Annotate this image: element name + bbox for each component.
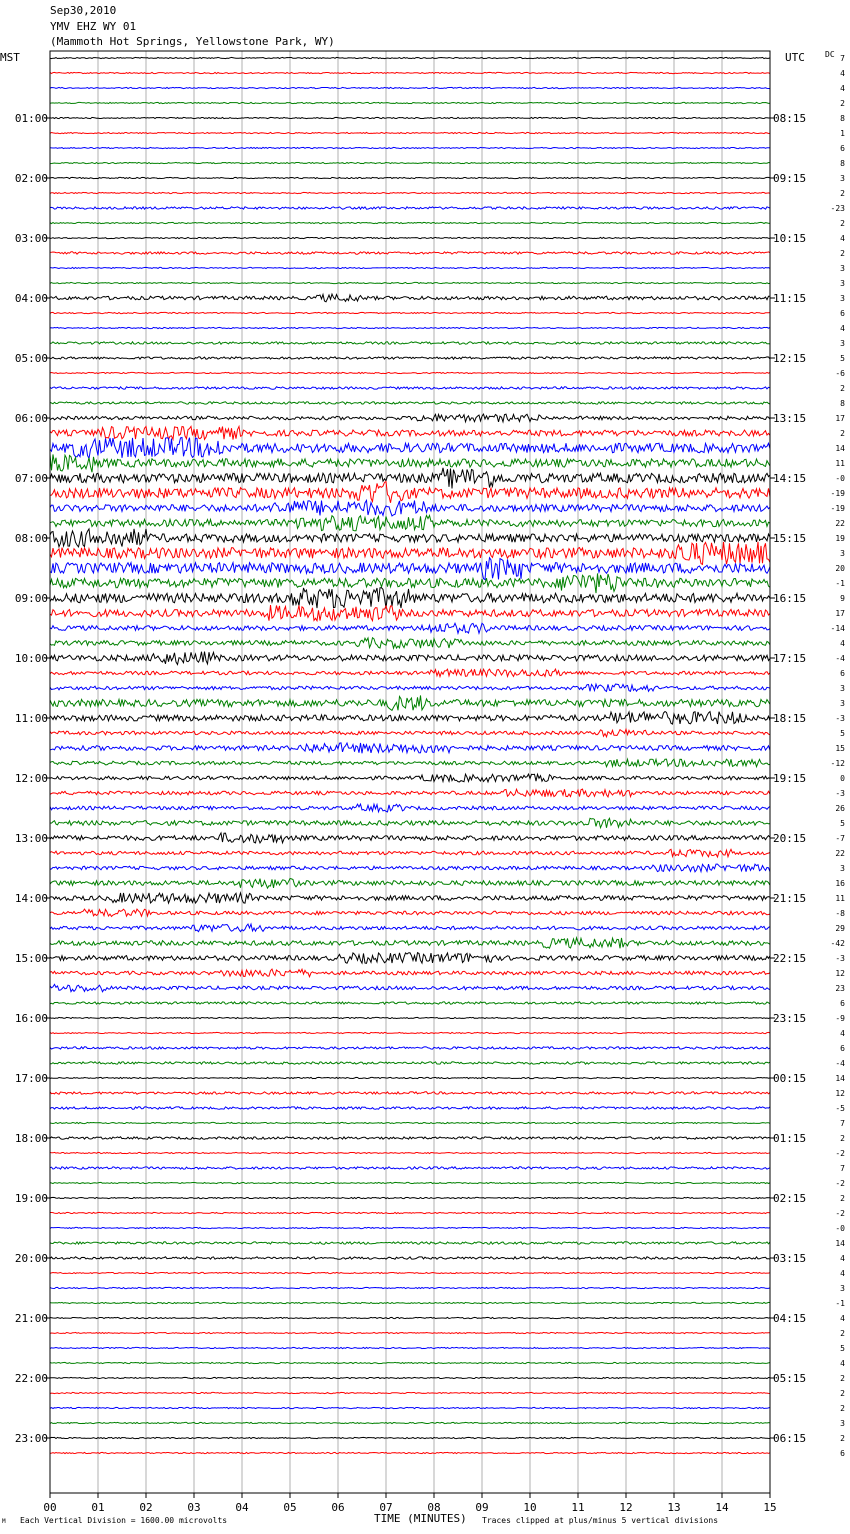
- trace-41: [50, 652, 770, 665]
- dc-offset-label: 22: [835, 849, 845, 858]
- trace-2: [50, 72, 770, 73]
- trace-45: [50, 712, 770, 725]
- dc-offset-label: -6: [835, 369, 845, 378]
- mst-hour-label: 13:00: [14, 832, 48, 845]
- dc-offset-label: 2: [840, 1329, 845, 1338]
- dc-offset-label: 17: [835, 414, 845, 423]
- dc-offset-label: -5: [835, 1104, 845, 1113]
- dc-offset-label: 12: [835, 1089, 845, 1098]
- utc-time-label: 13:15: [773, 412, 807, 425]
- dc-offset-label: 8: [840, 159, 845, 168]
- dc-offset-label: 6: [840, 999, 845, 1008]
- dc-offset-label: 17: [835, 609, 845, 618]
- trace-63: [50, 984, 770, 991]
- dc-offset-label: 2: [840, 1374, 845, 1383]
- utc-time-label: 00:15: [773, 1072, 807, 1085]
- clip-note: Traces clipped at plus/minus 5 vertical divisions: [482, 1516, 719, 1525]
- trace-24: [50, 402, 770, 404]
- trace-62: [50, 969, 770, 977]
- trace-10: [50, 192, 770, 193]
- utc-time-label: 21:15: [773, 892, 807, 905]
- chart-location: (Mammoth Hot Springs, Yellowstone Park, WY): [50, 35, 335, 48]
- trace-82: [50, 1272, 770, 1273]
- trace-59: [50, 924, 770, 932]
- trace-42: [50, 669, 770, 677]
- mst-hour-label: 18:00: [14, 1132, 48, 1145]
- dc-offset-label: 20: [835, 564, 845, 573]
- dc-offset-label: 2: [840, 429, 845, 438]
- trace-29: [50, 468, 770, 489]
- dc-offset-label: 3: [840, 339, 845, 348]
- trace-23: [50, 387, 770, 389]
- dc-offset-label: 3: [840, 684, 845, 693]
- dc-offset-label: 2: [840, 1194, 845, 1203]
- trace-85: [50, 1317, 770, 1318]
- dc-offset-label: 5: [840, 354, 845, 363]
- trace-64: [50, 1002, 770, 1004]
- utc-time-label: 15:15: [773, 532, 807, 545]
- dc-offset-label: 7: [840, 1119, 845, 1128]
- trace-32: [50, 515, 770, 530]
- trace-88: [50, 1362, 770, 1363]
- utc-time-label: 11:15: [773, 292, 807, 305]
- dc-offset-label: -19: [830, 489, 845, 498]
- trace-84: [50, 1302, 770, 1303]
- trace-46: [50, 729, 770, 737]
- mst-hour-label: 15:00: [14, 952, 48, 965]
- x-tick-label-14: 14: [715, 1501, 729, 1514]
- x-tick-label-07: 07: [379, 1501, 393, 1514]
- trace-11: [50, 207, 770, 209]
- dc-offset-label: 26: [835, 804, 845, 813]
- trace-79: [50, 1227, 770, 1228]
- trace-26: [50, 426, 770, 439]
- trace-8: [50, 162, 770, 163]
- trace-22: [50, 372, 770, 373]
- x-tick-label-09: 09: [475, 1501, 489, 1514]
- dc-offset-label: 5: [840, 819, 845, 828]
- mst-axis-label: MST: [0, 51, 20, 64]
- dc-offset-label: -3: [835, 714, 845, 723]
- dc-offset-label: -8: [835, 909, 845, 918]
- utc-time-label: 02:15: [773, 1192, 807, 1205]
- trace-51: [50, 804, 770, 812]
- trace-1: [50, 57, 770, 58]
- dc-offset-label: -0: [835, 1224, 845, 1233]
- dc-offset-label: -3: [835, 789, 845, 798]
- dc-offset-label: -2: [835, 1149, 845, 1158]
- dc-offset-label: 4: [840, 1359, 845, 1368]
- dc-offset-label: 16: [835, 879, 845, 888]
- trace-71: [50, 1107, 770, 1109]
- trace-78: [50, 1212, 770, 1213]
- trace-34: [50, 542, 770, 565]
- trace-36: [50, 573, 770, 593]
- trace-65: [50, 1017, 770, 1018]
- utc-time-label: 06:15: [773, 1432, 807, 1445]
- utc-time-label: 09:15: [773, 172, 807, 185]
- utc-time-label: 01:15: [773, 1132, 807, 1145]
- mst-hour-label: 17:00: [14, 1072, 48, 1085]
- utc-time-label: 17:15: [773, 652, 807, 665]
- trace-48: [50, 759, 770, 767]
- x-tick-label-08: 08: [427, 1501, 441, 1514]
- trace-70: [50, 1092, 770, 1094]
- trace-28: [50, 454, 770, 472]
- dc-offset-label: 2: [840, 1389, 845, 1398]
- chart-date: Sep30,2010: [50, 4, 117, 17]
- utc-time-label: 16:15: [773, 592, 807, 605]
- dc-offset-label: 23: [835, 984, 845, 993]
- dc-offset-label: 4: [840, 324, 845, 333]
- dc-offset-label: 5: [840, 1344, 845, 1353]
- x-tick-label-02: 02: [139, 1501, 153, 1514]
- dc-offset-label: 4: [840, 69, 845, 78]
- trace-90: [50, 1392, 770, 1393]
- axis-labels: [15, 54, 845, 1514]
- dc-offset-label: -2: [835, 1179, 845, 1188]
- scale-note: Each Vertical Division = 1600.00 microvolts: [20, 1516, 228, 1525]
- dc-axis-label: DC: [825, 50, 835, 59]
- trace-87: [50, 1347, 770, 1348]
- mst-hour-label: 16:00: [14, 1012, 48, 1025]
- dc-offset-label: 8: [840, 399, 845, 408]
- dc-offset-label: -14: [830, 624, 845, 633]
- dc-offset-label: 4: [840, 1254, 845, 1263]
- trace-52: [50, 818, 770, 828]
- x-tick-label-13: 13: [667, 1501, 681, 1514]
- dc-offset-label: -23: [830, 204, 845, 213]
- dc-offset-label: 3: [840, 1419, 845, 1428]
- mst-hour-label: 22:00: [14, 1372, 48, 1385]
- dc-offset-label: 15: [835, 744, 845, 753]
- trace-39: [50, 623, 770, 633]
- dc-offset-label: 4: [840, 1269, 845, 1278]
- dc-offset-label: 2: [840, 99, 845, 108]
- mst-hour-label: 11:00: [14, 712, 48, 725]
- x-tick-label-15: 15: [763, 1501, 777, 1514]
- utc-time-label: 14:15: [773, 472, 807, 485]
- trace-77: [50, 1197, 770, 1198]
- chart-station: YMV EHZ WY 01: [50, 20, 137, 33]
- trace-76: [50, 1182, 770, 1183]
- dc-offset-label: 4: [840, 84, 845, 93]
- trace-56: [50, 879, 770, 889]
- x-tick-label-12: 12: [619, 1501, 633, 1514]
- dc-offset-label: 2: [840, 1434, 845, 1443]
- dc-offset-label: 6: [840, 144, 845, 153]
- trace-69: [50, 1077, 770, 1078]
- trace-66: [50, 1032, 770, 1033]
- dc-offset-label: 6: [840, 309, 845, 318]
- x-axis-title: TIME (MINUTES): [374, 1512, 467, 1525]
- trace-89: [50, 1377, 770, 1378]
- dc-offset-label: 3: [840, 264, 845, 273]
- utc-time-label: 03:15: [773, 1252, 807, 1265]
- x-tick-label-11: 11: [571, 1501, 585, 1514]
- dc-offset-label: 7: [840, 54, 845, 63]
- trace-92: [50, 1422, 770, 1423]
- dc-offset-label: 3: [840, 699, 845, 708]
- dc-offset-label: 14: [835, 1074, 845, 1083]
- trace-75: [50, 1167, 770, 1169]
- utc-time-label: 18:15: [773, 712, 807, 725]
- dc-offset-label: 2: [840, 249, 845, 258]
- utc-time-label: 20:15: [773, 832, 807, 845]
- trace-14: [50, 252, 770, 254]
- dc-offset-label: 2: [840, 1404, 845, 1413]
- trace-91: [50, 1407, 770, 1408]
- utc-time-label: 04:15: [773, 1312, 807, 1325]
- dc-offset-label: 4: [840, 1029, 845, 1038]
- dc-offset-label: -0: [835, 474, 845, 483]
- mst-hour-label: 07:00: [14, 472, 48, 485]
- mst-hour-label: 02:00: [14, 172, 48, 185]
- dc-offset-label: -1: [835, 1299, 845, 1308]
- x-tick-label-01: 01: [91, 1501, 105, 1514]
- dc-offset-label: 29: [835, 924, 845, 933]
- dc-offset-label: 11: [835, 459, 845, 468]
- mst-hour-label: 06:00: [14, 412, 48, 425]
- utc-time-label: 10:15: [773, 232, 807, 245]
- trace-27: [50, 438, 770, 459]
- mst-hour-label: 03:00: [14, 232, 48, 245]
- dc-offset-label: 7: [840, 1164, 845, 1173]
- trace-57: [50, 893, 770, 903]
- corner-mark: M: [2, 1518, 6, 1525]
- dc-offset-label: 3: [840, 1284, 845, 1293]
- trace-60: [50, 938, 770, 949]
- trace-35: [50, 558, 770, 580]
- dc-offset-label: 4: [840, 1314, 845, 1323]
- utc-time-label: 05:15: [773, 1372, 807, 1385]
- x-tick-label-10: 10: [523, 1501, 537, 1514]
- mst-hour-label: 05:00: [14, 352, 48, 365]
- mst-hour-label: 04:00: [14, 292, 48, 305]
- trace-81: [50, 1257, 770, 1259]
- dc-offset-label: -12: [830, 759, 845, 768]
- dc-offset-label: -7: [835, 834, 845, 843]
- dc-offset-label: 2: [840, 189, 845, 198]
- dc-offset-label: 0: [840, 774, 845, 783]
- dc-offset-label: 12: [835, 969, 845, 978]
- trace-58: [50, 909, 770, 916]
- trace-15: [50, 267, 770, 268]
- dc-offset-label: 9: [840, 594, 845, 603]
- trace-80: [50, 1242, 770, 1244]
- mst-hour-label: 10:00: [14, 652, 48, 665]
- trace-19: [50, 327, 770, 328]
- trace-31: [50, 500, 770, 516]
- trace-30: [50, 482, 770, 503]
- dc-offset-label: 1: [840, 129, 845, 138]
- trace-3: [50, 87, 770, 88]
- trace-9: [50, 177, 770, 178]
- trace-54: [50, 849, 770, 857]
- dc-offset-label: 22: [835, 519, 845, 528]
- trace-16: [50, 282, 770, 283]
- trace-21: [50, 357, 770, 359]
- trace-5: [50, 117, 770, 118]
- trace-18: [50, 312, 770, 313]
- dc-offset-label: 3: [840, 279, 845, 288]
- trace-7: [50, 147, 770, 148]
- utc-time-label: 08:15: [773, 112, 807, 125]
- x-tick-label-00: 00: [43, 1501, 57, 1514]
- dc-offset-label: 4: [840, 234, 845, 243]
- dc-offset-label: -9: [835, 1014, 845, 1023]
- dc-offset-label: 5: [840, 729, 845, 738]
- mst-hour-label: 23:00: [14, 1432, 48, 1445]
- trace-38: [50, 605, 770, 621]
- trace-13: [50, 237, 770, 238]
- mst-hour-label: 09:00: [14, 592, 48, 605]
- dc-offset-label: 11: [835, 894, 845, 903]
- trace-20: [50, 342, 770, 344]
- trace-44: [50, 695, 770, 710]
- mst-hour-label: 21:00: [14, 1312, 48, 1325]
- utc-time-label: 19:15: [773, 772, 807, 785]
- trace-17: [50, 294, 770, 302]
- dc-offset-label: 6: [840, 669, 845, 678]
- dc-offset-label: -1: [835, 579, 845, 588]
- dc-offset-label: 2: [840, 384, 845, 393]
- dc-offset-label: 2: [840, 219, 845, 228]
- dc-offset-label: 3: [840, 549, 845, 558]
- utc-axis-label: UTC: [785, 51, 805, 64]
- dc-offset-label: 6: [840, 1449, 845, 1458]
- dc-offset-label: -19: [830, 504, 845, 513]
- x-tick-label-03: 03: [187, 1501, 201, 1514]
- trace-50: [50, 789, 770, 797]
- mst-hour-label: 08:00: [14, 532, 48, 545]
- dc-offset-label: -3: [835, 954, 845, 963]
- dc-offset-label: 3: [840, 294, 845, 303]
- dc-offset-label: 3: [840, 864, 845, 873]
- utc-time-label: 22:15: [773, 952, 807, 965]
- trace-67: [50, 1047, 770, 1049]
- trace-93: [50, 1437, 770, 1438]
- x-tick-label-06: 06: [331, 1501, 345, 1514]
- trace-73: [50, 1137, 770, 1139]
- dc-offset-label: 14: [835, 1239, 845, 1248]
- trace-72: [50, 1122, 770, 1123]
- mst-hour-label: 01:00: [14, 112, 48, 125]
- trace-61: [50, 953, 770, 964]
- dc-offset-label: 14: [835, 444, 845, 453]
- dc-offset-label: 3: [840, 174, 845, 183]
- utc-time-label: 23:15: [773, 1012, 807, 1025]
- trace-40: [50, 638, 770, 649]
- trace-55: [50, 864, 770, 872]
- trace-47: [50, 743, 770, 753]
- mst-hour-label: 19:00: [14, 1192, 48, 1205]
- dc-offset-label: -4: [835, 654, 845, 663]
- trace-43: [50, 684, 770, 691]
- trace-53: [50, 833, 770, 843]
- trace-25: [50, 414, 770, 422]
- mst-hour-label: 14:00: [14, 892, 48, 905]
- trace-6: [50, 132, 770, 133]
- trace-68: [50, 1062, 770, 1064]
- trace-83: [50, 1287, 770, 1288]
- seismic-traces: [50, 57, 770, 1453]
- mst-hour-label: 12:00: [14, 772, 48, 785]
- dc-offset-label: -42: [830, 939, 845, 948]
- dc-offset-label: 8: [840, 114, 845, 123]
- dc-offset-label: 6: [840, 1044, 845, 1053]
- trace-33: [50, 529, 770, 547]
- trace-74: [50, 1152, 770, 1153]
- trace-86: [50, 1332, 770, 1333]
- dc-offset-label: 4: [840, 639, 845, 648]
- trace-4: [50, 102, 770, 103]
- trace-37: [50, 588, 770, 609]
- trace-12: [50, 222, 770, 223]
- dc-offset-label: 19: [835, 534, 845, 543]
- dc-offset-label: 2: [840, 1134, 845, 1143]
- x-tick-label-05: 05: [283, 1501, 297, 1514]
- utc-time-label: 12:15: [773, 352, 807, 365]
- dc-offset-label: -4: [835, 1059, 845, 1068]
- dc-offset-label: -2: [835, 1209, 845, 1218]
- trace-49: [50, 774, 770, 782]
- trace-94: [50, 1452, 770, 1453]
- mst-hour-label: 20:00: [14, 1252, 48, 1265]
- x-tick-label-04: 04: [235, 1501, 249, 1514]
